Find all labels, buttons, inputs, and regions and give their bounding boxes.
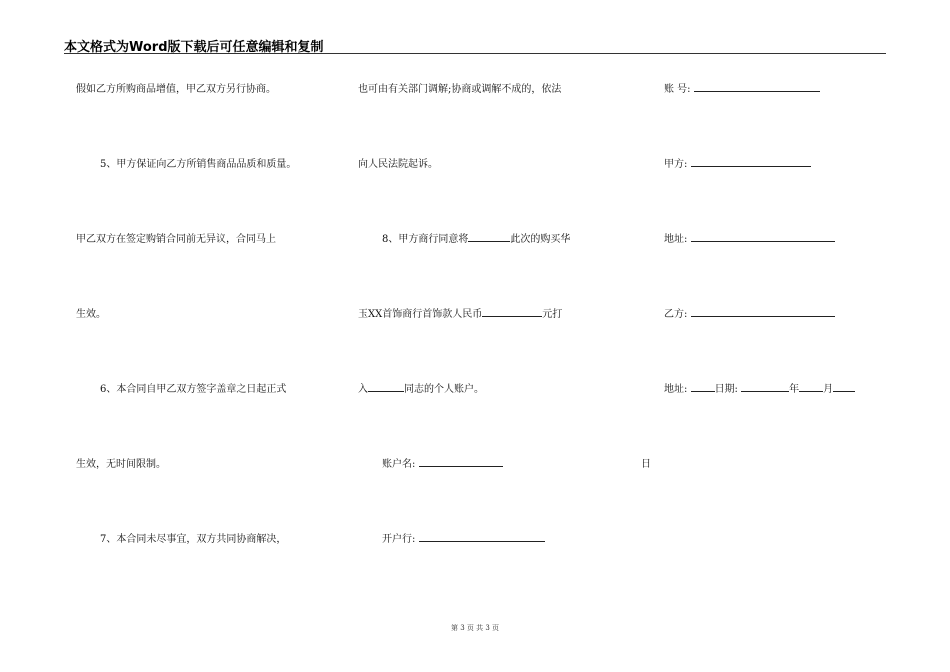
year-label: 年: [789, 384, 800, 395]
col2-line-3-part-2: 此次的购买华: [510, 234, 571, 245]
col1-line-4: 生效。: [76, 309, 106, 320]
col2-line-5-part-2: 同志的个人账户。: [404, 384, 484, 395]
page-number: 第 3 页 共 3 页: [450, 624, 500, 632]
col1-line-3: 甲乙双方在签定购销合同前无异议，合同马上: [76, 234, 276, 245]
account-name-row: [382, 455, 503, 470]
blank-line: [691, 382, 715, 392]
address-a-row: [664, 230, 835, 245]
address-b-label: 地址:: [664, 384, 688, 395]
party-b-row: [664, 305, 835, 320]
party-a-label: 甲方:: [664, 159, 688, 170]
document-header: 本文格式为Word版下载后可任意编辑和复制: [64, 40, 324, 55]
blank-line: [691, 157, 811, 167]
address-date-row: [664, 380, 855, 395]
bank-label: 开户行:: [382, 534, 416, 545]
blank-line: [694, 82, 820, 92]
bank-row: [382, 530, 545, 545]
account-name-label: 账户名:: [382, 459, 416, 470]
blank-line: [482, 307, 542, 317]
col1-line-1: 假如乙方所购商品增值，甲乙双方另行协商。: [76, 84, 276, 95]
col2-line-3-part-1: 8、甲方商行同意将: [382, 234, 469, 245]
blank-line: [799, 382, 823, 392]
account-number-row: [664, 80, 820, 95]
blank-line: [691, 232, 835, 242]
date-label: 日期:: [714, 384, 738, 395]
blank-line: [833, 382, 855, 392]
party-a-row: [664, 155, 811, 170]
blank-line: [419, 532, 545, 542]
col2-line-2: 向人民法院起诉。: [358, 159, 438, 170]
blank-line: [468, 232, 510, 242]
party-b-label: 乙方:: [664, 309, 688, 320]
header-divider: [64, 53, 886, 54]
col2-line-5-part-1: 入: [358, 384, 368, 395]
col1-line-2: 5、甲方保证向乙方所销售商品品质和质量。: [100, 159, 297, 170]
blank-line: [419, 457, 503, 467]
col1-line-6: 生效，无时间限制。: [76, 459, 166, 470]
col2-line-4-part-2: 元打: [542, 309, 563, 320]
col1-line-7: 7、本合同未尽事宜，双方共同协商解决，: [100, 534, 287, 545]
col2-line-1: 也可由有关部门调解;协商或调解不成的，依法: [358, 84, 562, 95]
col2-line-4: [358, 305, 562, 320]
col2-line-4-part-1: 玉XX首饰商行首饰款人民币: [358, 309, 483, 320]
address-a-label: 地址:: [664, 234, 688, 245]
col1-line-5: 6、本合同自甲乙双方签字盖章之日起正式: [100, 384, 287, 395]
month-label: 月: [823, 384, 834, 395]
blank-line: [368, 382, 404, 392]
blank-line: [691, 307, 835, 317]
col2-line-3: [382, 230, 570, 245]
day-label: 日: [641, 459, 651, 470]
blank-line: [741, 382, 789, 392]
account-number-label: 账 号:: [664, 84, 691, 95]
col2-line-5: [358, 380, 484, 395]
